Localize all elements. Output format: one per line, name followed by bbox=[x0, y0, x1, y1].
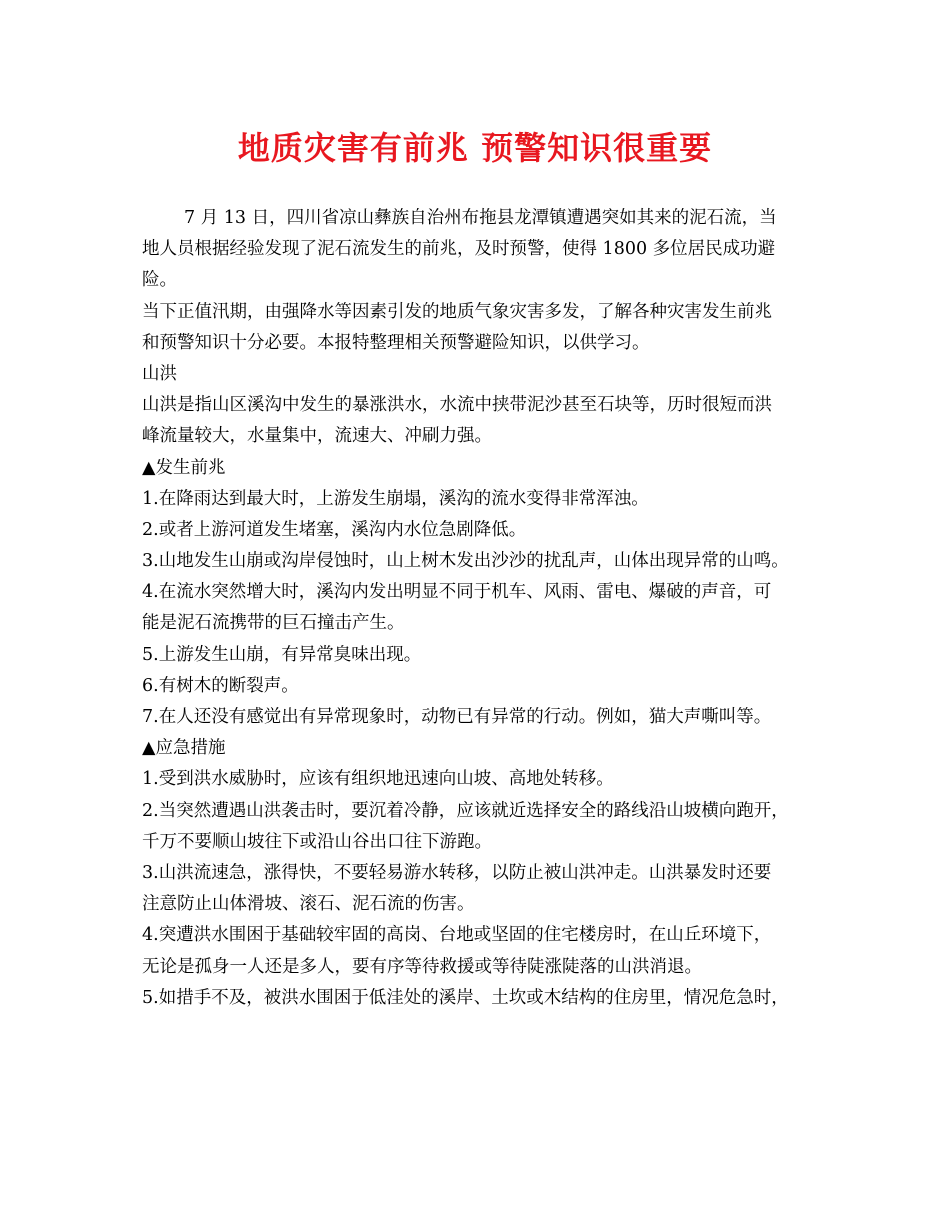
list-item: 2.当突然遭遇山洪袭击时，要沉着冷静，应该就近选择安全的路线沿山坡横向跑开， bbox=[142, 800, 789, 821]
paragraph-line: 地人员根据经验发现了泥石流发生的前兆，及时预警，使得 1800 多位居民成功避 bbox=[142, 239, 776, 260]
list-item: 5.上游发生山崩，有异常臭味出现。 bbox=[142, 644, 422, 665]
list-item: 7.在人还没有感觉出有异常现象时，动物已有异常的行动。例如，猫大声嘶叫等。 bbox=[142, 707, 772, 727]
list-item: 1.在降雨达到最大时，上游发生崩塌，溪沟的流水变得非常浑浊。 bbox=[142, 488, 649, 509]
paragraph-line: 险。 bbox=[142, 270, 177, 291]
list-item: 2.或者上游河道发生堵塞，溪沟内水位急剧降低。 bbox=[142, 519, 527, 540]
list-item-continuation: 千万不要顺山坡往下或沿山谷出口往下游跑。 bbox=[142, 831, 492, 852]
subheading-warning-signs: ▲发生前兆 bbox=[142, 457, 226, 478]
list-item-continuation: 无论是孤身一人还是多人，要有序等待救援或等待陡涨陡落的山洪消退。 bbox=[142, 956, 702, 977]
subheading-emergency-measures: ▲应急措施 bbox=[142, 738, 226, 759]
document-title: 地质灾害有前兆 预警知识很重要 bbox=[237, 129, 713, 167]
list-item-continuation: 能是泥石流携带的巨石撞击产生。 bbox=[142, 613, 405, 634]
paragraph-line: 山洪是指山区溪沟中发生的暴涨洪水，水流中挟带泥沙甚至石块等，历时很短而洪 bbox=[142, 395, 772, 416]
list-item-continuation: 注意防止山体滑坡、滚石、泥石流的伤害。 bbox=[142, 894, 475, 915]
list-item: 1.受到洪水威胁时，应该有组织地迅速向山坡、高地处转移。 bbox=[142, 769, 614, 790]
section-heading-flash-flood: 山洪 bbox=[142, 363, 177, 384]
list-item: 4.突遭洪水围困于基础较牢固的高岗、台地或坚固的住宅楼房时，在山丘环境下， bbox=[142, 925, 772, 946]
list-item: 4.在流水突然增大时，溪沟内发出明显不同于机车、风雨、雷电、爆破的声音，可 bbox=[142, 582, 772, 603]
document-body bbox=[142, 203, 832, 1014]
list-item: 5.如措手不及，被洪水围困于低洼处的溪岸、土坎或木结构的住房里，情况危急时， bbox=[142, 987, 789, 1008]
paragraph-line: 当下正值汛期，由强降水等因素引发的地质气象灾害多发，了解各种灾害发生前兆 bbox=[142, 301, 772, 322]
list-item: 6.有树木的断裂声。 bbox=[142, 675, 299, 696]
list-item: 3.山地发生山崩或沟岸侵蚀时，山上树木发出沙沙的扰乱声，山体出现异常的山鸣。 bbox=[142, 551, 789, 572]
list-item: 3.山洪流速急，涨得快，不要轻易游水转移，以防止被山洪冲走。山洪暴发时还要 bbox=[142, 862, 772, 883]
paragraph-line: 7 月 13 日，四川省凉山彝族自治州布拖县龙潭镇遭遇突如其来的泥石流，当 bbox=[184, 208, 777, 228]
paragraph-line: 和预警知识十分必要。本报特整理相关预警避险知识，以供学习。 bbox=[142, 332, 650, 353]
paragraph-line: 峰流量较大，水量集中，流速大、冲刷力强。 bbox=[142, 426, 492, 447]
